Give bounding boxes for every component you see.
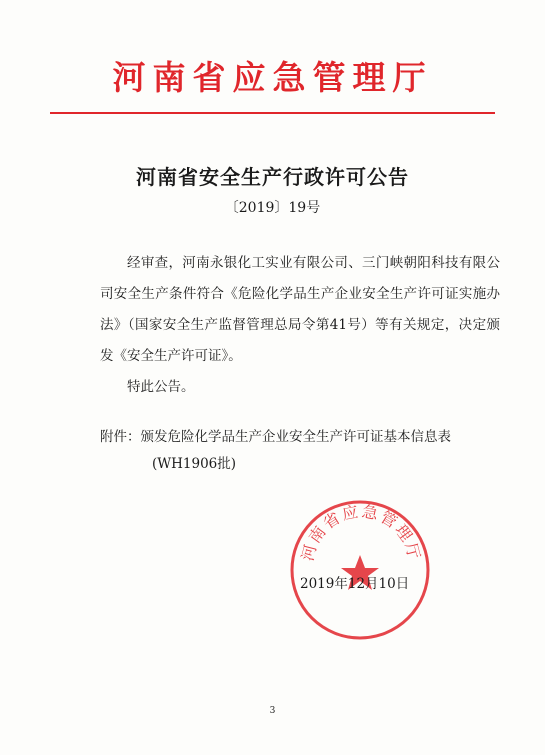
notice-title: 河南省安全生产行政许可公告	[136, 165, 409, 189]
page-number: 3	[269, 706, 276, 716]
letterhead-title: 河南省应急管理厅	[112, 58, 433, 97]
attachment-line-2: (WH1906批)	[152, 456, 237, 472]
body-paragraph-2: 特此公告。	[127, 379, 195, 395]
document-number: 〔2019〕19号	[224, 200, 321, 216]
letterhead-red-line	[50, 112, 495, 114]
official-seal-stamp	[285, 495, 435, 645]
attachment-line-1: 附件：颁发危险化学品生产企业安全生产许可证基本信息表	[100, 429, 451, 445]
attachment-note	[100, 424, 500, 478]
issue-date: 2019年12月10日	[300, 576, 410, 592]
svg-text:河南省应急管理厅: 河南省应急管理厅	[297, 501, 425, 563]
notice-body	[100, 248, 500, 403]
body-paragraph-1: 经审查，河南永银化工实业有限公司、三门峡朝阳科技有限公司安全生产条件符合《危险化学品生产企业安全生产许可证实施办法》（国家安全生产监督管理总局令第41号）等有关规定，决定颁发《安全生产许可证》。	[100, 255, 500, 364]
